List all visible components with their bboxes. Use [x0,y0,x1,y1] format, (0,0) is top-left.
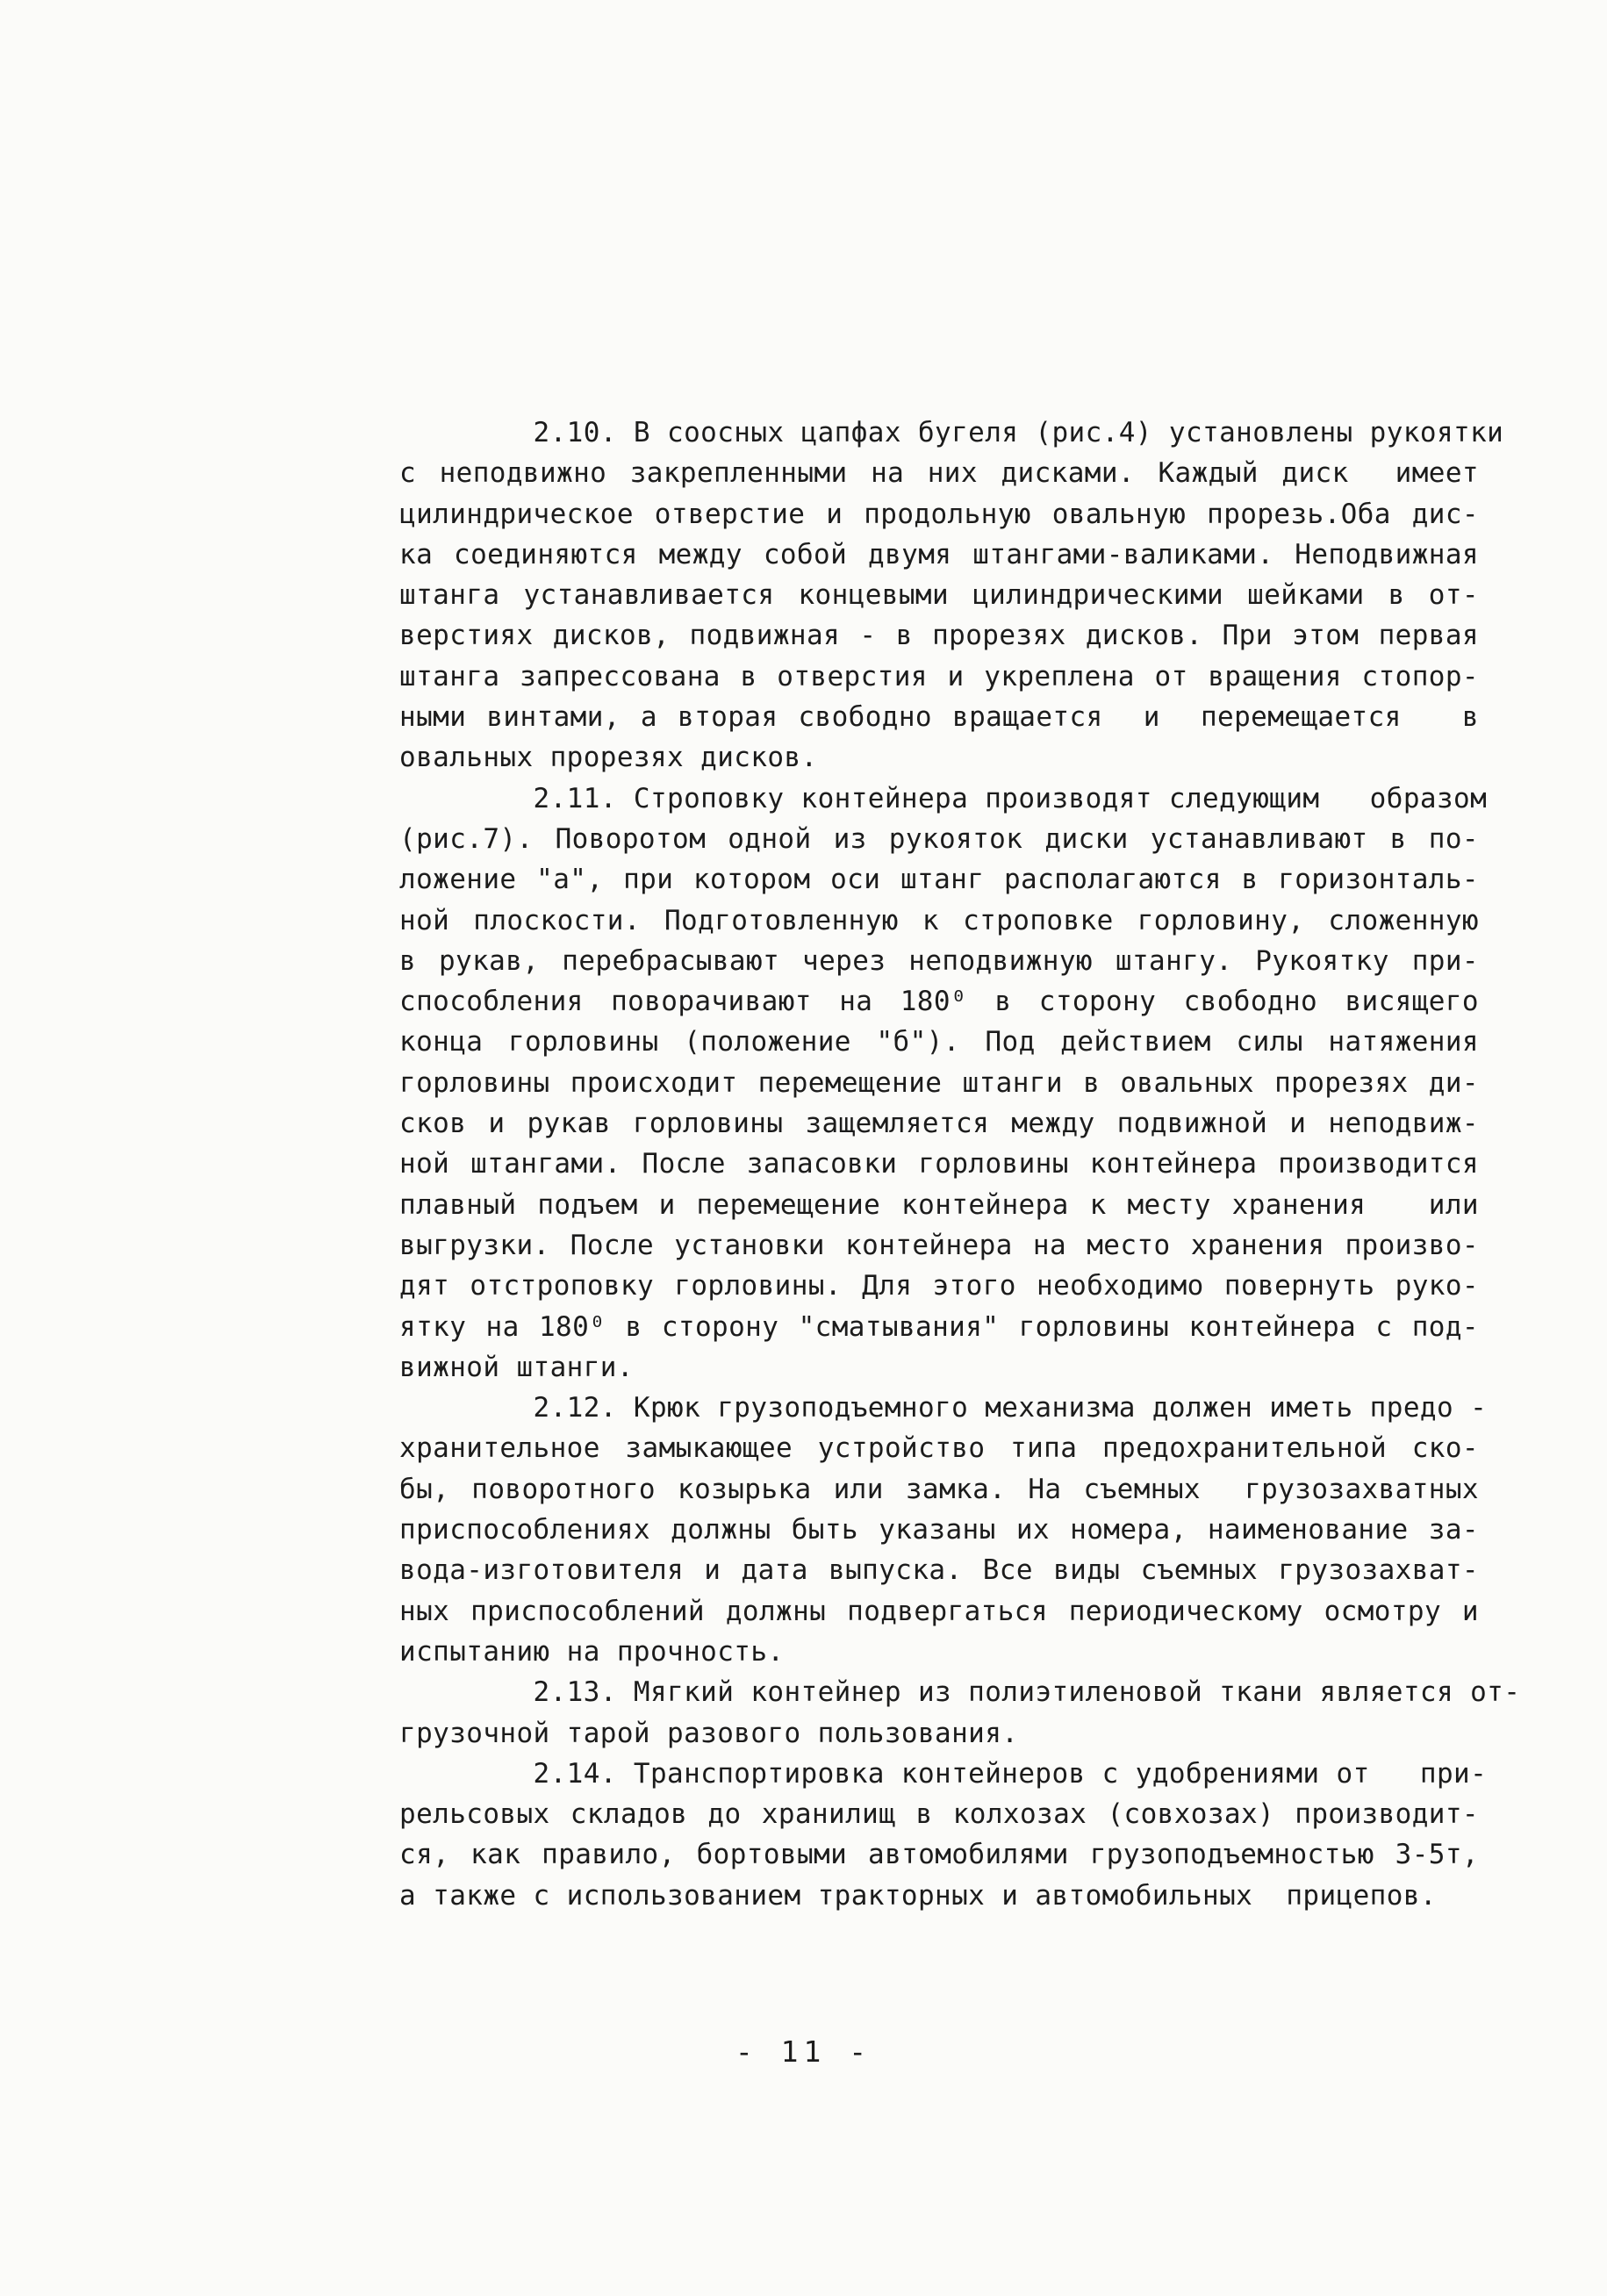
text-line: цилиндрическое отверстие и продольную овальную прорезь.Оба дис- [399,498,1479,530]
text-line: 2.13. Мягкий контейнер из полиэтиленовой ткани является от- [399,1676,1521,1709]
text-line: (рис.7). Поворотом одной из рукояток диски устанавливают в по- [399,822,1479,855]
text-line: штанга запрессована в отверстия и укреплена от вращения стопор- [399,660,1479,692]
text-line: плавный подъем и перемещение контейнера к месту хранения или [399,1188,1479,1221]
text-line: рельсовых складов до хранилищ в колхозах (совхозах) производит- [399,1798,1479,1831]
paragraph-2-10 [399,413,1504,778]
text-line: с неподвижно закрепленными на них дисками. Каждый диск имеет [399,457,1479,490]
text-line: способления поворачивают на 180⁰ в сторону свободно висящего [399,986,1479,1018]
text-line: вижной штанги. [399,1351,634,1383]
text-line: приспособлениях должны быть указаны их номера, наименование за- [399,1514,1479,1546]
text-line: штанга устанавливается концевыми цилиндрическими шейками в от- [399,579,1479,612]
text-line: 2.11. Строповку контейнера производят следующим образом [399,782,1488,814]
text-line: ятку на 180⁰ в сторону "сматывания" горловины контейнера с под- [399,1310,1479,1343]
text-line: выгрузки. После установки контейнера на место хранения произво- [399,1229,1479,1261]
text-line: 2.12. Крюк грузоподъемного механизма должен иметь предо - [399,1392,1488,1424]
text-line: ной штангами. После запасовки горловины контейнера производится [399,1148,1479,1180]
text-line: хранительное замыкающее устройство типа предохранительной ско- [399,1432,1479,1465]
paragraph-2-12 [399,1388,1488,1672]
text-line: ными винтами, а вторая свободно вращается и перемещается в [399,701,1479,734]
text-line: сков и рукав горловины защемляется между подвижной и неподвиж- [399,1108,1479,1140]
text-line: в рукав, перебрасывают через неподвижную штангу. Рукоятку при- [399,944,1479,977]
paragraph-2-11 [399,778,1488,1388]
text-line: а также с использованием тракторных и автомобильных прицепов. [399,1879,1437,1912]
text-line: верстиях дисков, подвижная - в прорезях дисков. При этом первая [399,620,1479,652]
text-line: бы, поворотного козырька или замка. На съемных грузозахватных [399,1473,1479,1505]
text-line: ной плоскости. Подготовленную к строповке горловину, сложенную [399,904,1479,936]
text-line: вода-изготовителя и дата выпуска. Все виды съемных грузозахват- [399,1554,1479,1587]
text-line: конца горловины (положение "б"). Под действием силы натяжения [399,1026,1479,1058]
page-number: - 11 - [735,2034,872,2069]
paragraph-2-13 [399,1672,1521,1754]
text-line: ложение "а", при котором оси штанг располагаются в горизонталь- [399,864,1479,896]
text-line: 2.10. В соосных цапфах бугеля (рис.4) установлены рукоятки [399,417,1504,448]
text-line: ся, как правило, бортовыми автомобилями грузоподъемностью 3-5т, [399,1839,1479,1871]
text-line: овальных прорезях дисков. [399,742,818,774]
text-line: ных приспособлений должны подвергаться периодическому осмотру и [399,1595,1479,1627]
text-line: 2.14. Транспортировка контейнеров с удобрениями от при- [399,1757,1488,1790]
document-body [399,413,1521,1916]
text-line: испытанию на прочность. [399,1635,785,1668]
text-line: дят отстроповку горловины. Для этого необходимо повернуть руко- [399,1270,1479,1302]
text-line: грузочной тарой разового пользования. [399,1717,1019,1749]
text-line: горловины происходит перемещение штанги в овальных прорезях ди- [399,1066,1479,1099]
text-line: ка соединяются между собой двумя штангами-валиками. Неподвижная [399,538,1479,570]
paragraph-2-14 [399,1754,1488,1916]
